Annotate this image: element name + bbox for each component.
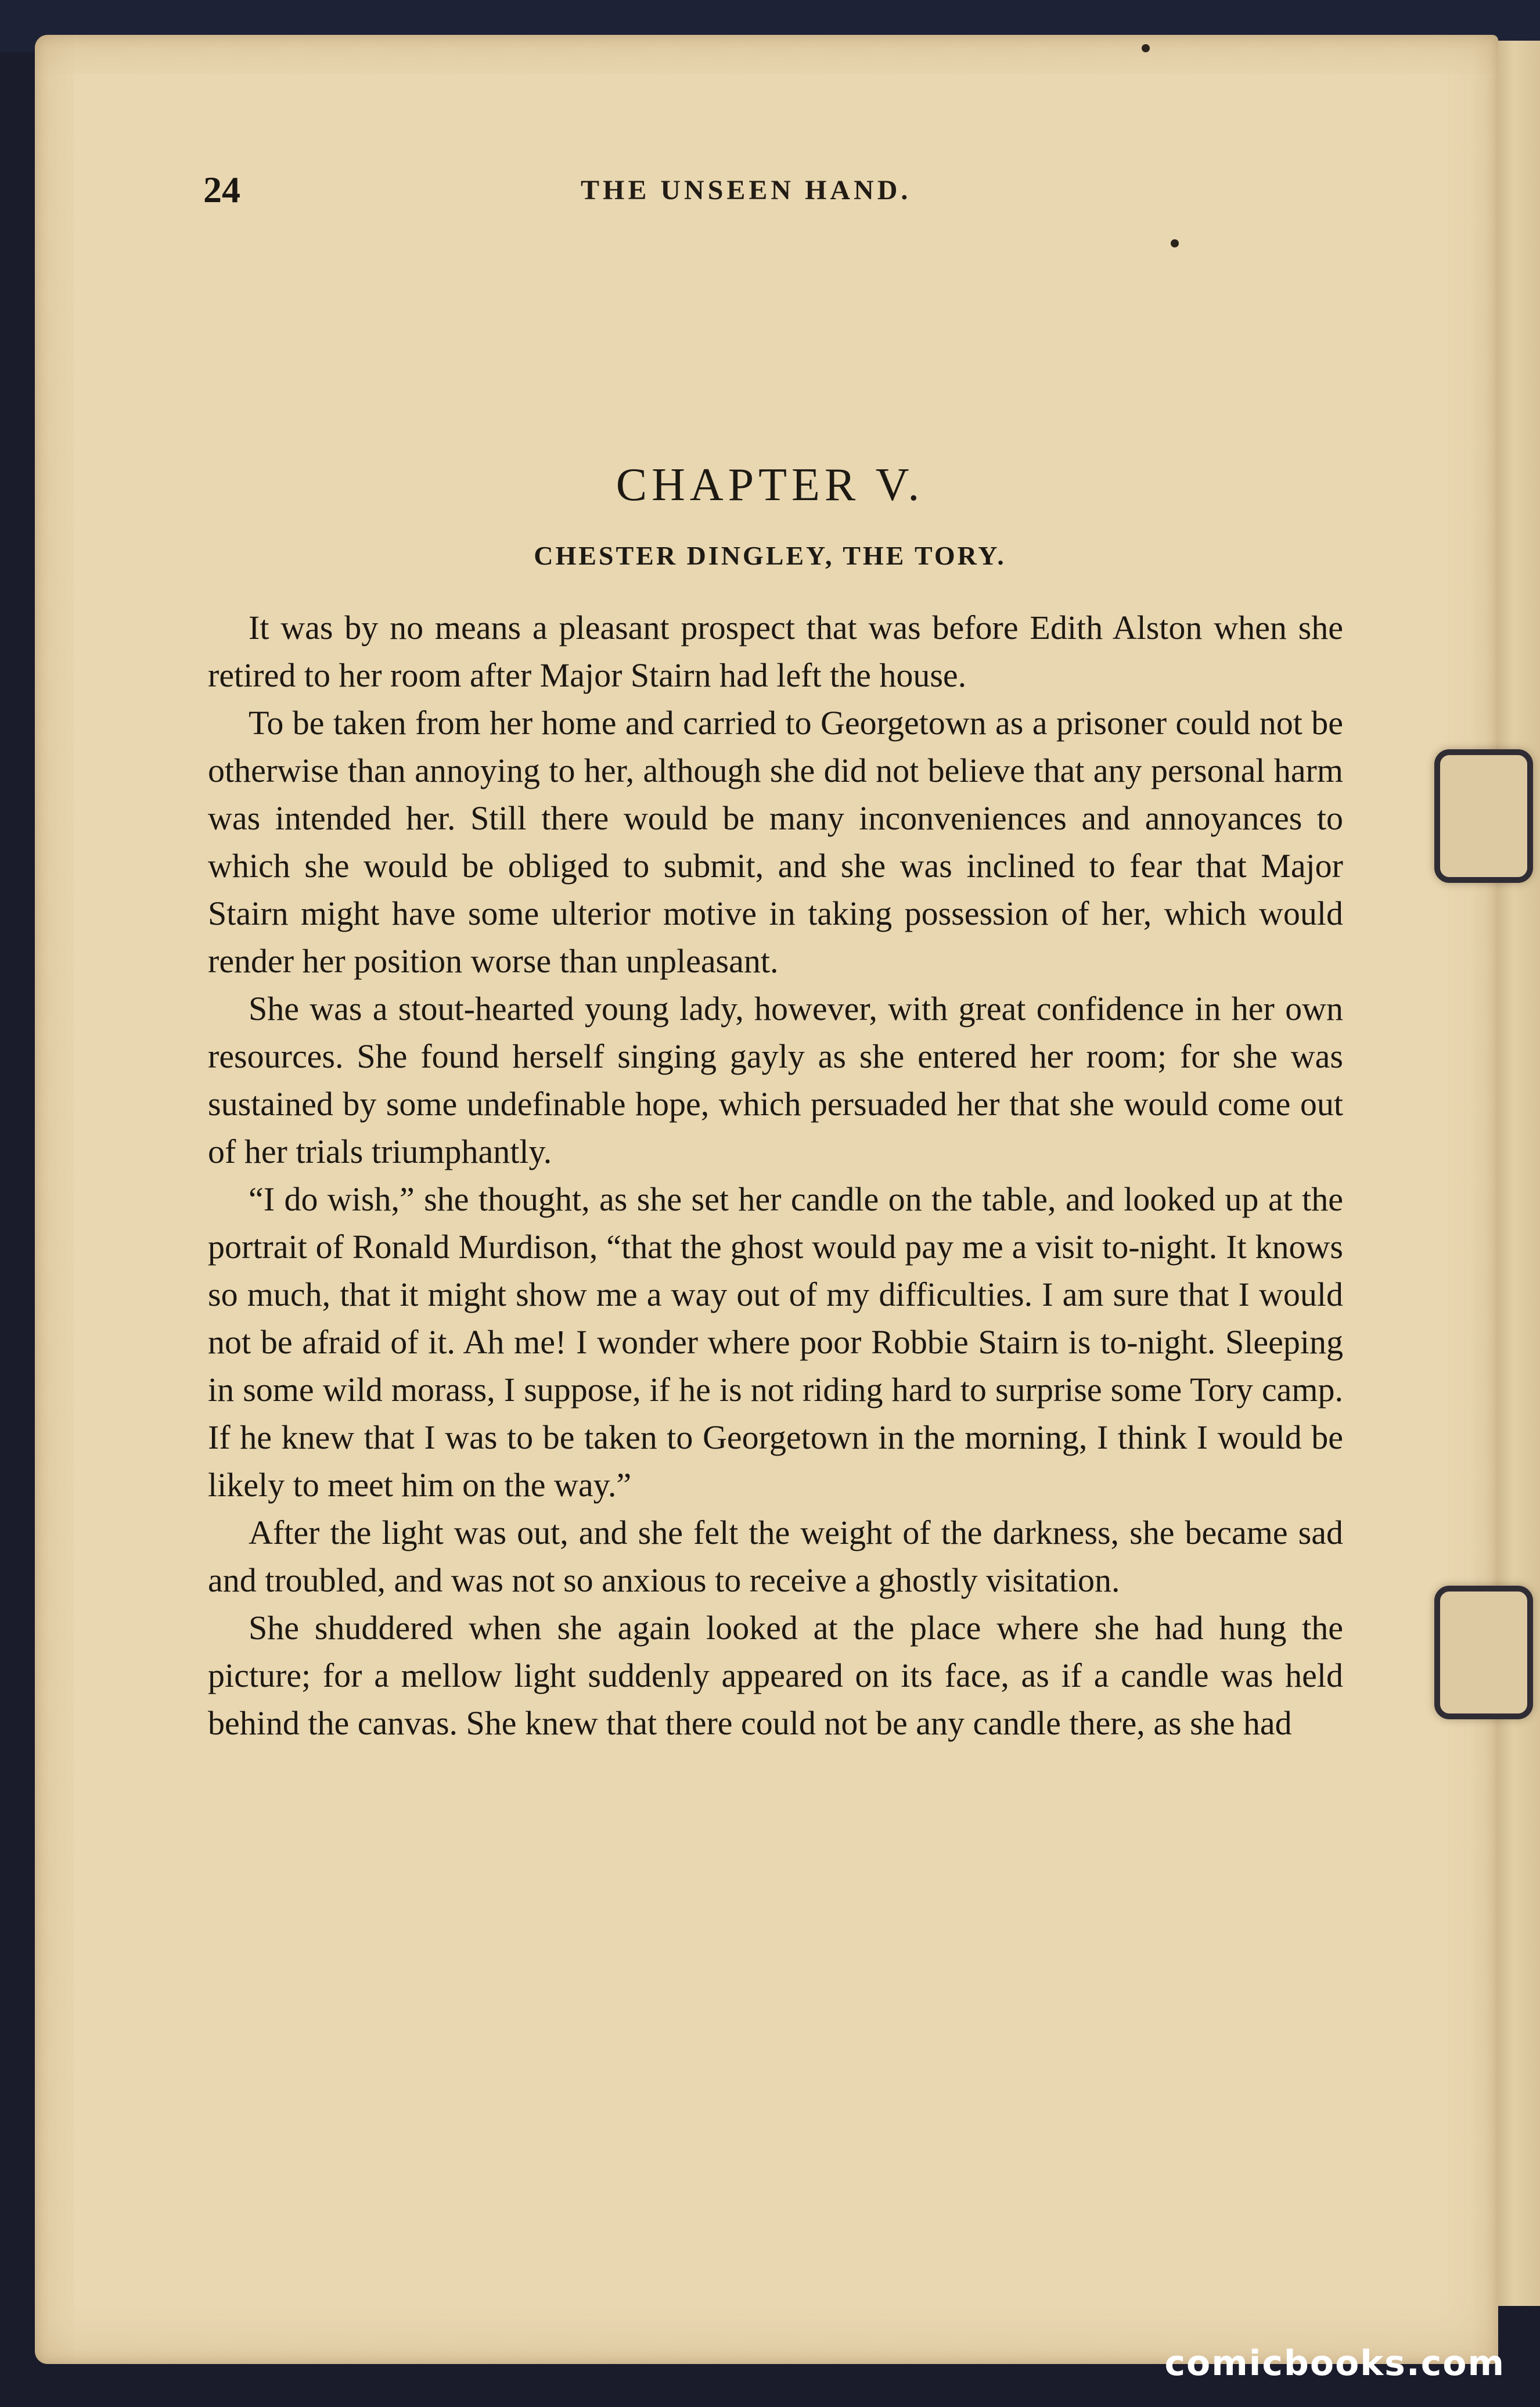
binding-clip	[1434, 1586, 1533, 1719]
chapter-title: CHAPTER V.	[616, 459, 924, 511]
page-number: 24	[203, 169, 240, 210]
watermark: comicbooks.com	[1164, 2343, 1505, 2384]
body-text	[208, 604, 1343, 1747]
running-head: THE UNSEEN HAND.	[581, 175, 912, 206]
paragraph: It was by no means a pleasant prospect that was before Edith Alston when she retired to her room after Major Stairn had left the house.	[208, 609, 1343, 694]
paragraph: After the light was out, and she felt the weight of the darkness, she became sad and troubled, and was not so anxious to receive a ghostly visitation.	[208, 1514, 1343, 1599]
ink-speck	[1142, 44, 1150, 52]
binding-clip	[1434, 749, 1533, 883]
paragraph: To be taken from her home and carried to Georgetown as a prisoner could not be otherwise than annoying to her, although she did not believe that any personal harm was intended her. Still there would be many inconveniences and annoyances to which she would be obliged to submit, and she was inclined to fear that Major Stairn might have some ulterior motive in taking possession of her, which would render her position worse than unpleasant.	[208, 704, 1343, 980]
page-header	[203, 168, 1190, 209]
chapter-subtitle: CHESTER DINGLEY, THE TORY.	[534, 541, 1006, 570]
paragraph: “I do wish,” she thought, as she set her candle on the table, and looked up at the portrait of Ronald Murdison, “that the ghost would pay me a visit to-night. It knows so much, that it might show me a way out of my difficulties. I am sure that I would not be afraid of it. Ah me! I wonder where poor Robbie Stairn is to-night. Sleeping in some wild morass, I suppose, if he is not riding hard to surprise some Tory camp. If he knew that I was to be taken to Georgetown in the morning, I think I would be likely to meet him on the way.”	[208, 1180, 1343, 1504]
paragraph: She was a stout-hearted young lady, however, with great confidence in her own resources. She found herself singing gayly as she entered her room; for she was sustained by some undefinable hope, which persuaded her that she would come out of her trials triumphantly.	[208, 990, 1343, 1170]
ink-speck	[1171, 239, 1179, 247]
paragraph: She shuddered when she again looked at the place where she had hung the picture; for a mellow light suddenly appeared on its face, as if a candle was held behind the canvas. She knew that there could not be any candle there, as she had	[208, 1609, 1343, 1742]
